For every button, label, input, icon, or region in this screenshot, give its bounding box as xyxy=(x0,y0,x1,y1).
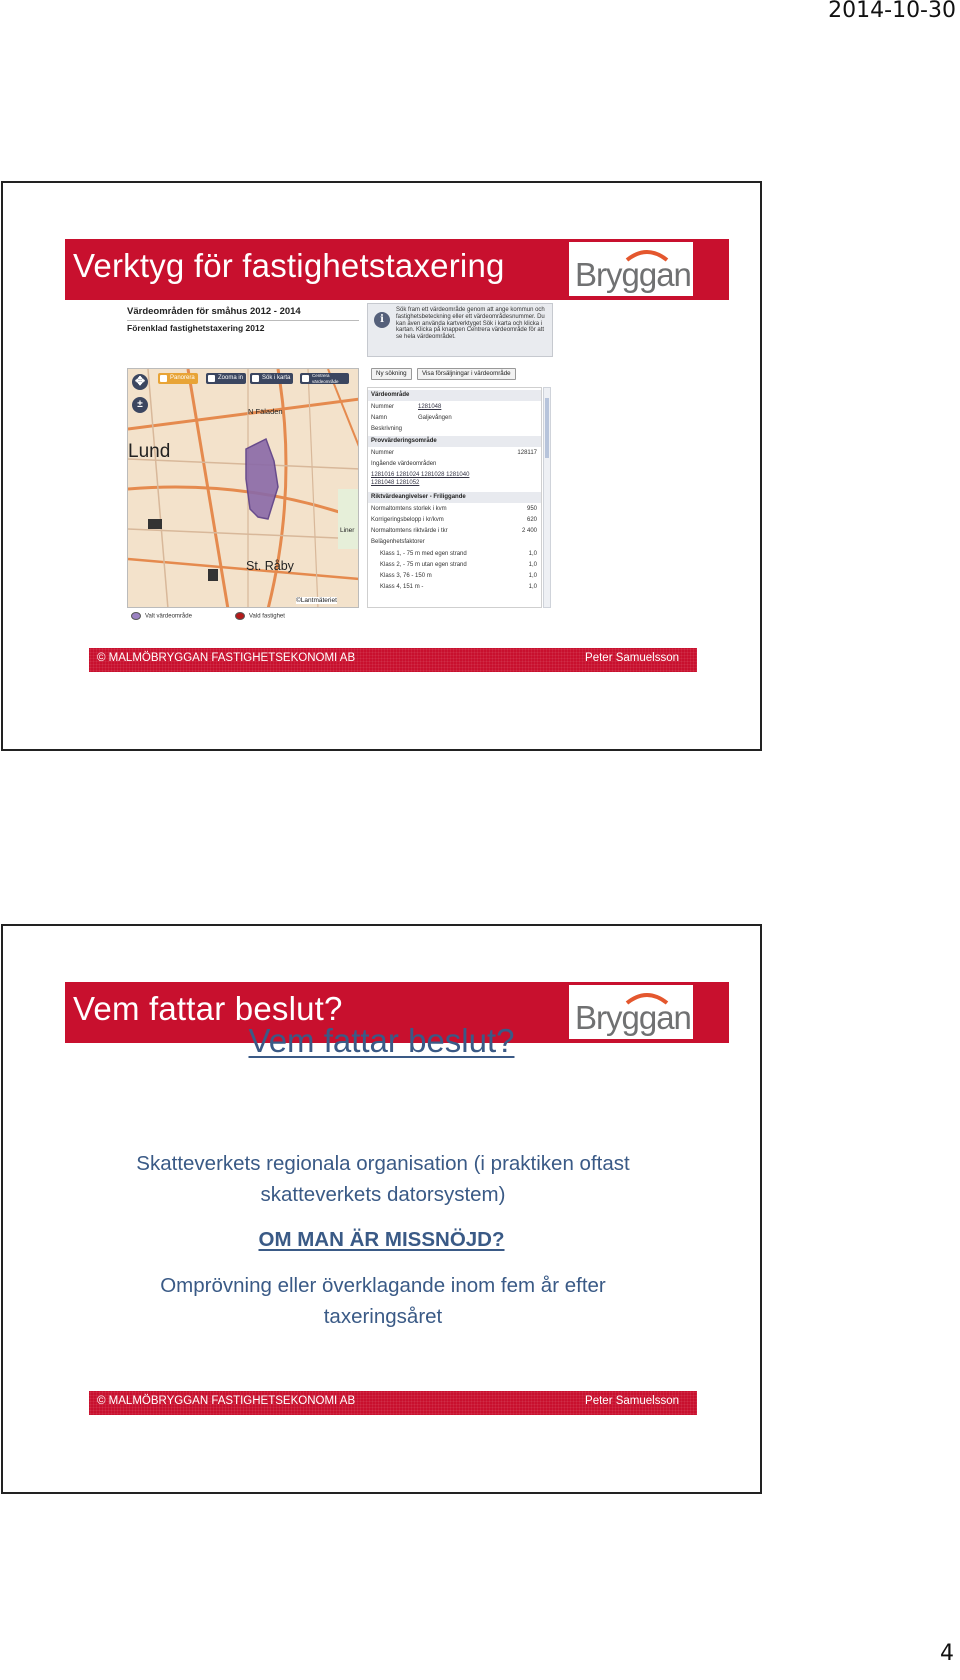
footer-author: Peter Samuelsson xyxy=(585,1395,679,1407)
panel-scrollbar[interactable] xyxy=(543,387,551,608)
slide-title-banner xyxy=(65,239,729,300)
legend-item-area: Valt värdeområde xyxy=(131,612,192,620)
screenshot-heading: Värdeområden för småhus 2012 - 2014 xyxy=(127,306,301,317)
map-view[interactable] xyxy=(127,368,359,608)
table-row: Klass 4, 151 m - 1,0 xyxy=(380,584,537,590)
logo-text: Bryggan xyxy=(575,999,691,1036)
info-panel xyxy=(367,368,553,608)
table-row: Korrigeringsbelopp i kr/kvm 620 xyxy=(371,517,537,523)
table-row: Klass 2, - 75 m utan egen strand 1,0 xyxy=(380,562,537,568)
info-icon: i xyxy=(374,312,390,328)
table-row[interactable]: 1281016 1281024 1281028 1281040 xyxy=(371,472,470,478)
slide-1 xyxy=(1,181,762,751)
zoom-control-icon[interactable]: ± xyxy=(132,397,148,413)
content-heading: Vem fattar beslut? xyxy=(248,1022,515,1059)
map-label-city: Lund xyxy=(128,441,171,462)
logo-text: Bryggan xyxy=(575,256,691,293)
pan-control-icon[interactable]: ✥ xyxy=(132,374,148,390)
details-table xyxy=(367,387,542,608)
scrollbar-thumb[interactable] xyxy=(545,398,549,458)
show-sales-button[interactable]: Visa försäljningar i värdeområde xyxy=(417,368,516,380)
table-row: Namn Galjevången xyxy=(371,415,452,421)
info-box xyxy=(367,303,553,357)
center-area-button[interactable]: Centrera värdeområde xyxy=(300,373,349,384)
content-subheading: OM MAN ÄR MISSNÖJD? xyxy=(258,1228,505,1251)
footer-copyright: © MALMÖBRYGGAN FASTIGHETSEKONOMI AB xyxy=(97,1395,356,1407)
table-row[interactable]: 1281048 1281052 xyxy=(371,480,420,486)
page-number: 4 xyxy=(940,1641,954,1666)
section-header: Värdeområde xyxy=(368,390,541,401)
table-row: Nummer 128117 xyxy=(371,450,537,456)
legend-item-property: Vald fastighet xyxy=(235,612,285,620)
new-search-button[interactable]: Ny sökning xyxy=(371,368,412,380)
map-label-district2: St. Råby xyxy=(246,559,294,573)
table-row: Normaltomtens storlek i kvm 950 xyxy=(371,506,537,512)
bryggan-logo xyxy=(569,242,693,296)
section-header: Riktvärdeangivelser - Friliggande xyxy=(368,492,541,503)
slide-footer xyxy=(89,648,697,672)
slide-footer xyxy=(89,1391,697,1415)
zoom-in-button[interactable]: Zooma in xyxy=(206,373,246,384)
table-row: Normaltomtens riktvärde i tkr 2 400 xyxy=(371,528,537,534)
map-label-district1: N Fäladen xyxy=(248,407,283,416)
map-roads-icon xyxy=(128,369,359,608)
embedded-screenshot xyxy=(127,300,567,630)
pan-button[interactable]: Panorera xyxy=(158,373,198,384)
search-in-map-button[interactable]: Sök i karta xyxy=(250,373,293,384)
body-text: taxeringsåret xyxy=(323,1305,443,1328)
footer-copyright: © MALMÖBRYGGAN FASTIGHETSEKONOMI AB xyxy=(97,652,356,664)
divider xyxy=(127,320,359,321)
section-header: Provvärderingsområde xyxy=(368,436,541,447)
info-text: Sök fram ett värdeområde genom att ange kommun och fastighetsbeteckning eller ett värdeområdesnummer. Du kan även använda kartverktyget Sök i karta och klicka i kartan. Klicka på knappen Centrera värdeområde för att se hela värdeområdet. xyxy=(396,307,545,341)
table-row: Klass 1, - 75 m med egen strand 1,0 xyxy=(380,551,537,557)
body-text: skatteverkets datorsystem) xyxy=(260,1183,506,1206)
table-row: Ingående värdeområden xyxy=(371,461,437,467)
page-date: 2014-10-30 xyxy=(828,0,956,23)
slide-title: Vem fattar beslut? xyxy=(73,990,343,1027)
screenshot-subheading: Förenklad fastighetstaxering 2012 xyxy=(127,323,265,333)
table-row: Klass 3, 76 - 150 m 1,0 xyxy=(380,573,537,579)
footer-author: Peter Samuelsson xyxy=(585,652,679,664)
table-row: Belägenhetsfaktorer xyxy=(371,539,425,545)
table-row: Nummer 1281048 xyxy=(371,404,442,410)
body-text: Skatteverkets regionala organisation (i praktiken oftast xyxy=(136,1152,630,1175)
table-row: Beskrivning xyxy=(371,426,403,432)
slide-2 xyxy=(1,924,762,1494)
body-text: Omprövning eller överklagande inom fem år efter xyxy=(160,1274,606,1297)
slide-title: Verktyg för fastighetstaxering xyxy=(73,247,505,284)
map-label-edge: Liner xyxy=(340,527,355,534)
map-copyright: ©Lantmäteriet xyxy=(296,597,337,604)
